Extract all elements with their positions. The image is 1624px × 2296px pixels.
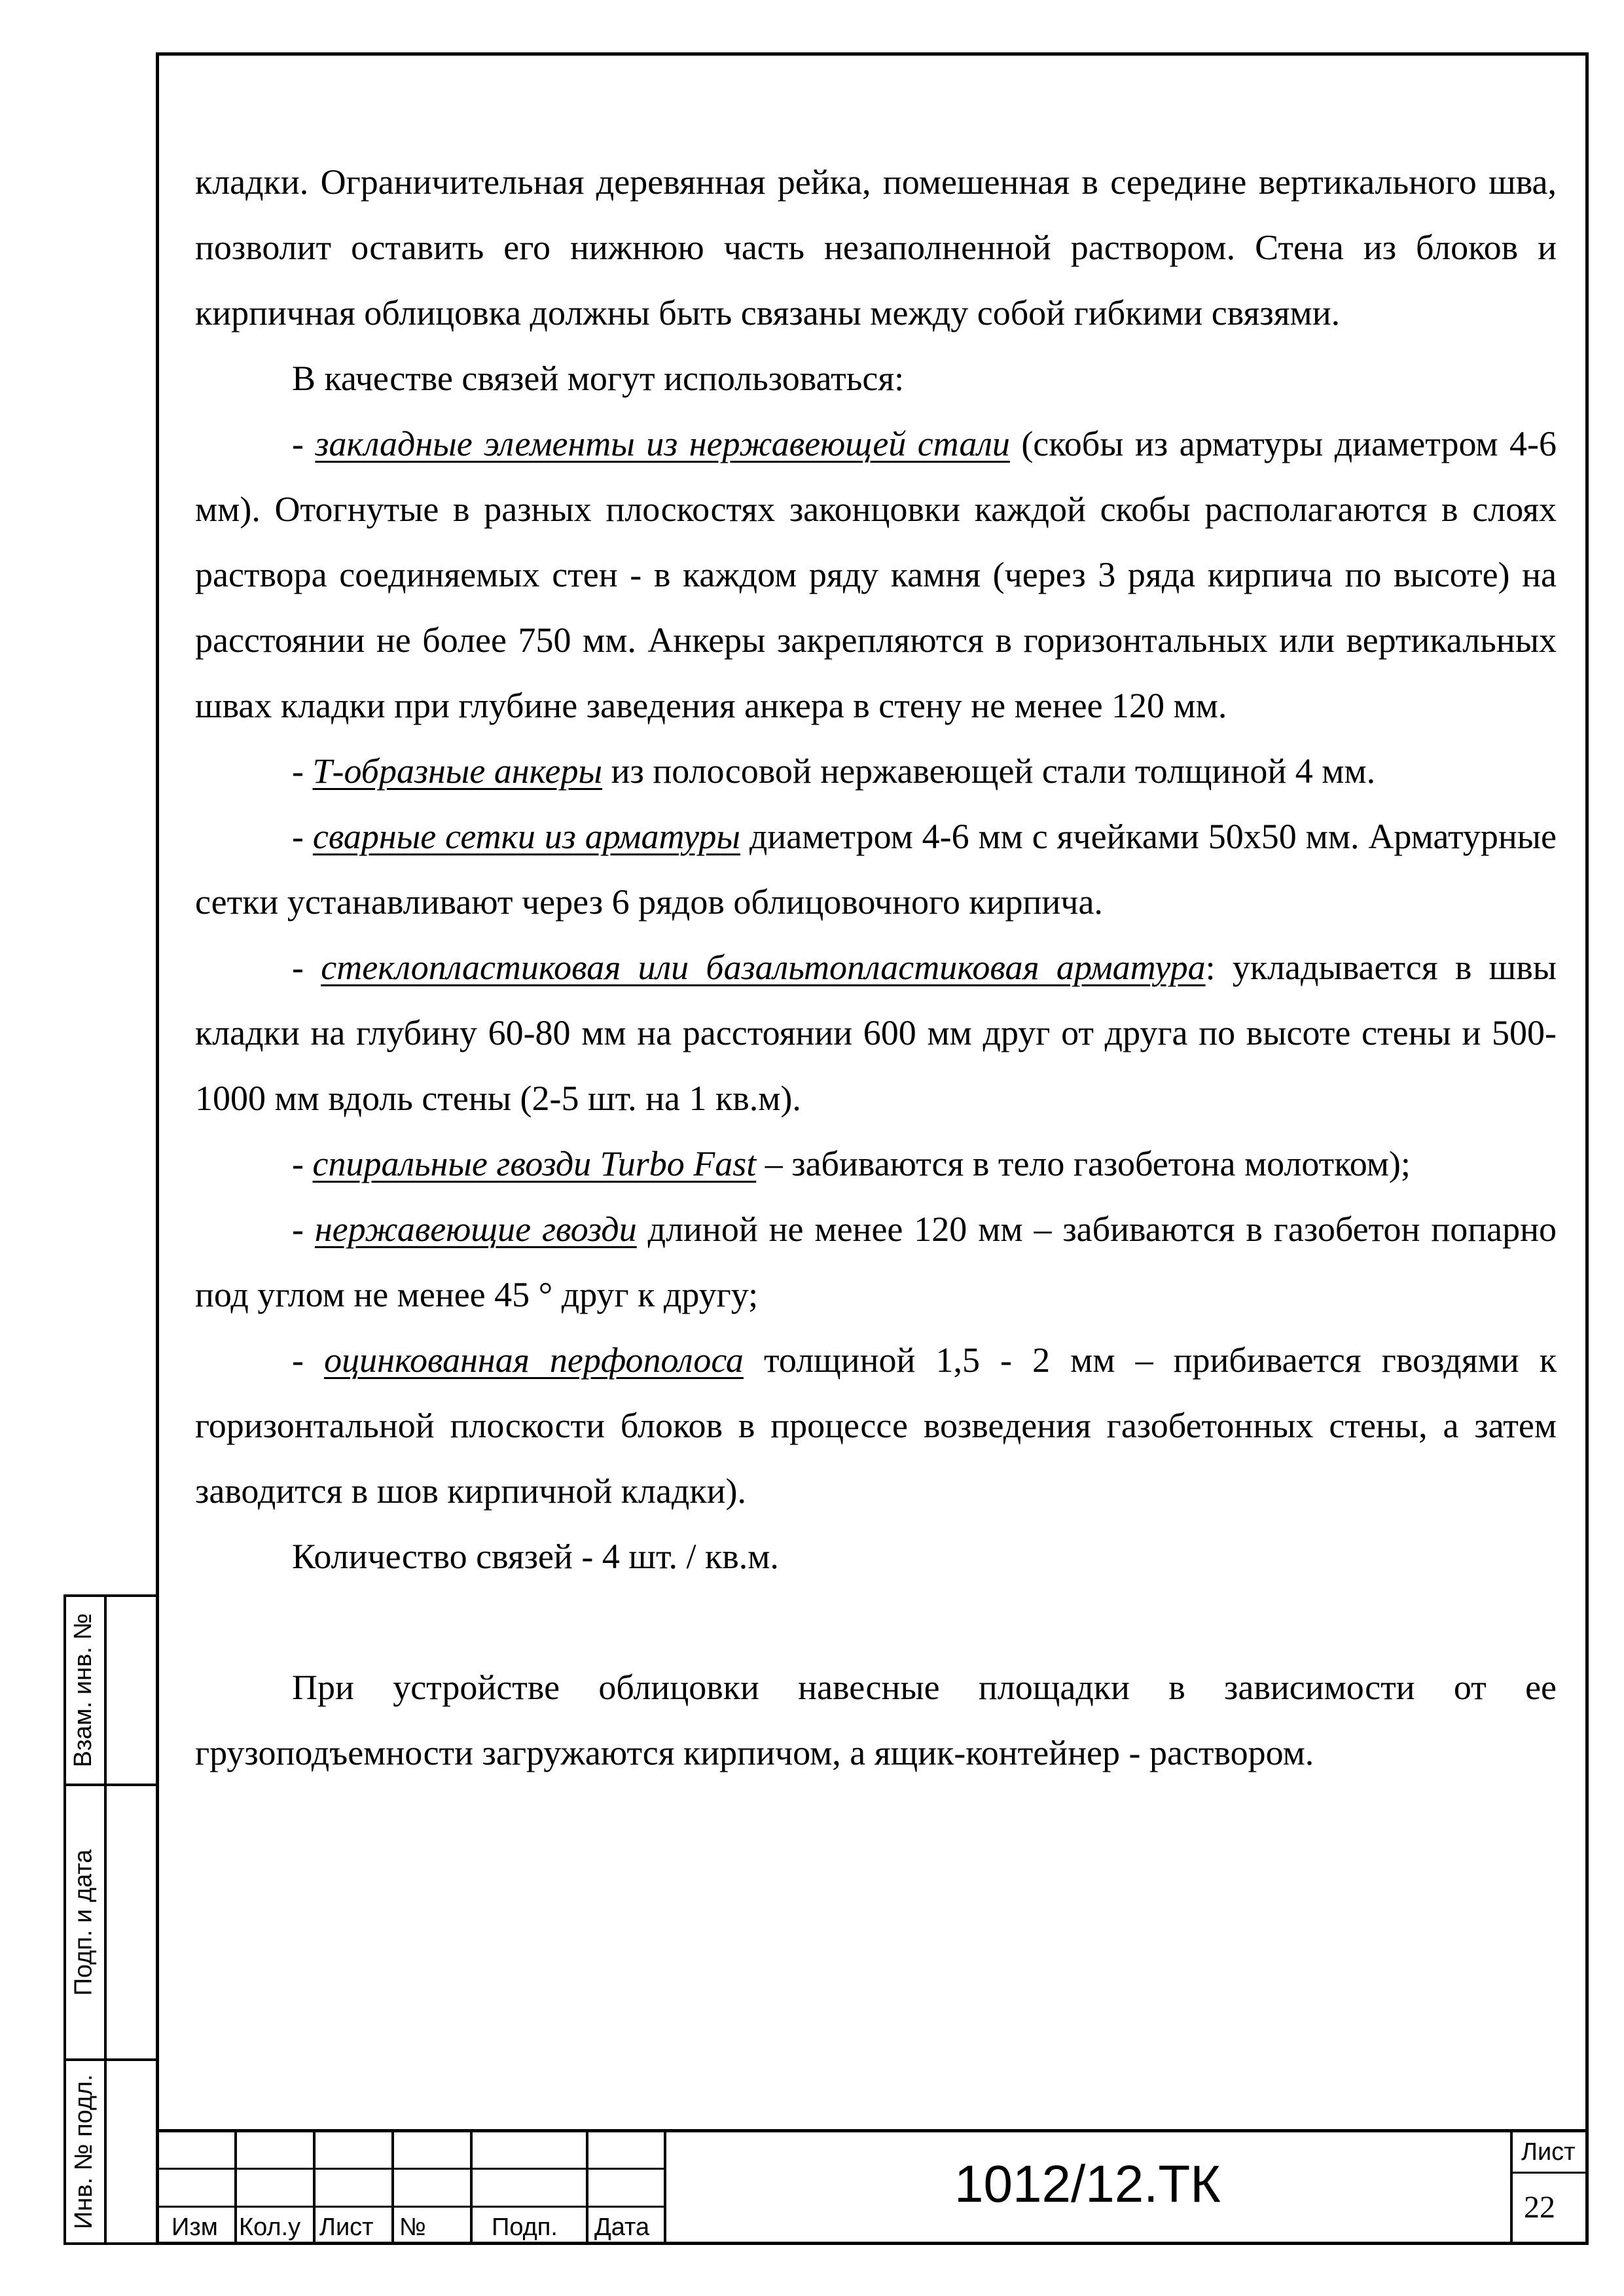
divider bbox=[391, 2129, 394, 2245]
list-item: - Т-образные анкеры из полосовой нержавеющей стали толщиной 4 мм. bbox=[292, 751, 1376, 791]
col-label: Изм bbox=[171, 2214, 218, 2241]
side-stamp bbox=[63, 1594, 156, 2245]
term-link[interactable]: сварные сетки из арматуры bbox=[312, 817, 740, 856]
paragraph: При устройстве облицовки навесные площадки в зависимости от ее грузоподъемности загружаются кирпичом, а ящик-контейнер - раствором. bbox=[195, 1668, 1557, 1772]
spacer bbox=[195, 1589, 1557, 1655]
list-item: - спиральные гвозди Turbo Fast – забиваются в тело газобетона молотком); bbox=[292, 1144, 1411, 1183]
col-label: Лист bbox=[319, 2214, 374, 2241]
list-item: - нержавеющие гвозди длиной не менее 120 мм – забиваются в газобетон попарно под углом не менее 45 ° друг к другу; bbox=[195, 1210, 1557, 1314]
term-link[interactable]: спиральные гвозди Turbo Fast bbox=[312, 1144, 757, 1183]
divider bbox=[313, 2129, 316, 2245]
divider bbox=[156, 2129, 1589, 2132]
term-link[interactable]: оцинкованная перфополоса bbox=[324, 1340, 744, 1380]
sheet-label: Лист bbox=[1521, 2138, 1576, 2166]
sheet-number: 22 bbox=[1524, 2190, 1555, 2225]
paragraph: кладки. Ограничительная деревянная рейка, помешенная в середине вертикального шва, позволит оставить его нижнюю часть незаполненной раствором. Стена из блоков и кирпичная облицовка должны быть связаны между собой гибкими связями. bbox=[195, 162, 1557, 332]
body-text bbox=[195, 149, 1557, 1785]
term-link[interactable]: стеклопластиковая или базальтопластиковая арматура bbox=[321, 948, 1206, 987]
col-label: Кол.у bbox=[239, 2214, 301, 2241]
divider bbox=[1510, 2172, 1589, 2174]
divider bbox=[664, 2129, 666, 2245]
term-link[interactable]: закладные элементы из нержавеющей стали bbox=[315, 424, 1010, 463]
term-link[interactable]: нержавеющие гвозди bbox=[314, 1210, 637, 1249]
divider bbox=[234, 2129, 237, 2245]
term-link[interactable]: Т-образные анкеры bbox=[312, 751, 603, 791]
divider bbox=[586, 2129, 588, 2245]
paragraph: Количество связей - 4 шт. / кв.м. bbox=[292, 1537, 779, 1576]
col-label: Дата bbox=[594, 2214, 650, 2241]
side-label-vzam: Взам. инв. № bbox=[63, 1594, 107, 1786]
list-item: - сварные сетки из арматуры диаметром 4-6 мм с ячейками 50х50 мм. Арматурные сетки устанавливают через 6 рядов облицовочного кирпича. bbox=[195, 817, 1557, 922]
title-block bbox=[156, 2129, 1589, 2245]
side-label-podp: Подп. и дата bbox=[63, 1784, 107, 2061]
list-item: - стеклопластиковая или базальтопластиковая арматура: укладывается в швы кладки на глубину 60-80 мм на расстоянии 600 мм друг от друга по высоте стены и 500-1000 мм вдоль стены (2-5 шт. на 1 кв.м). bbox=[195, 948, 1557, 1118]
doc-number: 1012/12.ТК bbox=[954, 2155, 1221, 2213]
col-label: Подп. bbox=[492, 2214, 558, 2241]
divider bbox=[156, 2206, 665, 2208]
paragraph: В качестве связей могут использоваться: bbox=[292, 359, 905, 398]
list-item: - оцинкованная перфополоса толщиной 1,5 - 2 мм – прибивается гвоздями к горизонтальной плоскости блоков в процессе возведения газобетонных стены, а затем заводится в шов кирпичной кладки). bbox=[195, 1340, 1557, 1511]
col-label: № bbox=[399, 2214, 426, 2241]
side-label-inv: Инв. № подл. bbox=[63, 2058, 107, 2245]
divider bbox=[470, 2129, 473, 2245]
list-item: - закладные элементы из нержавеющей стали (скобы из арматуры диаметром 4-6 мм). Отогнутые в разных плоскостях законцовки каждой скобы располагаются в слоях раствора соединяемых стен - в каждом ряду камня (через 3 ряда кирпича по высоте) на расстоянии не более 750 мм. Анкеры закрепляются в горизонтальных или вертикальных швах кладки при глубине заведения анкера в стену не менее 120 мм. bbox=[195, 424, 1557, 725]
divider bbox=[1510, 2129, 1513, 2245]
divider bbox=[156, 2168, 665, 2170]
